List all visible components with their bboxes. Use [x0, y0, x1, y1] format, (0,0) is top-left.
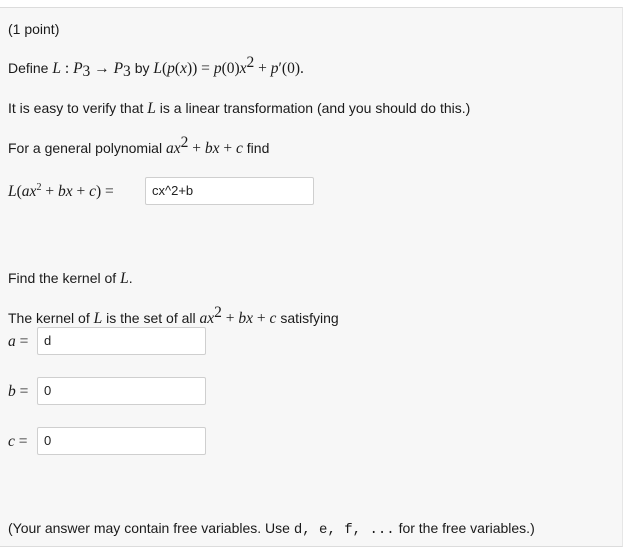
c-label: c =	[8, 433, 28, 450]
problem-panel	[0, 7, 623, 547]
image-equation-label: $L(ax^2$ + bx + c) =	[8, 182, 114, 200]
definition-formula: L	[153, 60, 162, 77]
general-polynomial-line: For a general polynomial $ax^2$ + bx + c find	[8, 134, 270, 157]
a-answer-field[interactable]: d	[37, 327, 206, 355]
a-label: a =	[8, 333, 29, 350]
define-suffix: by	[134, 60, 150, 76]
kernel-prompt: Find the kernel of L.	[8, 270, 133, 287]
define-prefix: Define	[8, 60, 49, 76]
definition-map: L	[52, 60, 61, 77]
image-answer-field[interactable]: cx^2+b	[145, 177, 314, 205]
b-label: b =	[8, 383, 29, 400]
verify-text: It is easy to verify that L is a linear transformation (and you should do this.)	[8, 100, 471, 117]
points-label: (1 point)	[8, 21, 60, 37]
free-variable-note: (Your answer may contain free variables. Use d, e, f, ... for the free variables.)	[8, 520, 535, 538]
c-answer-field[interactable]: 0	[37, 427, 206, 455]
free-variable-list: d, e, f, ...	[293, 522, 395, 538]
definition-line: Define L : $P_3 \to P_3$ by $L(p(x)) = p(0)x^2 + p'(0)$.	[8, 54, 304, 80]
b-answer-field[interactable]: 0	[37, 377, 206, 405]
kernel-description: The kernel of L is the set of all $ax^2$ + bx + c satisfying	[8, 304, 339, 327]
